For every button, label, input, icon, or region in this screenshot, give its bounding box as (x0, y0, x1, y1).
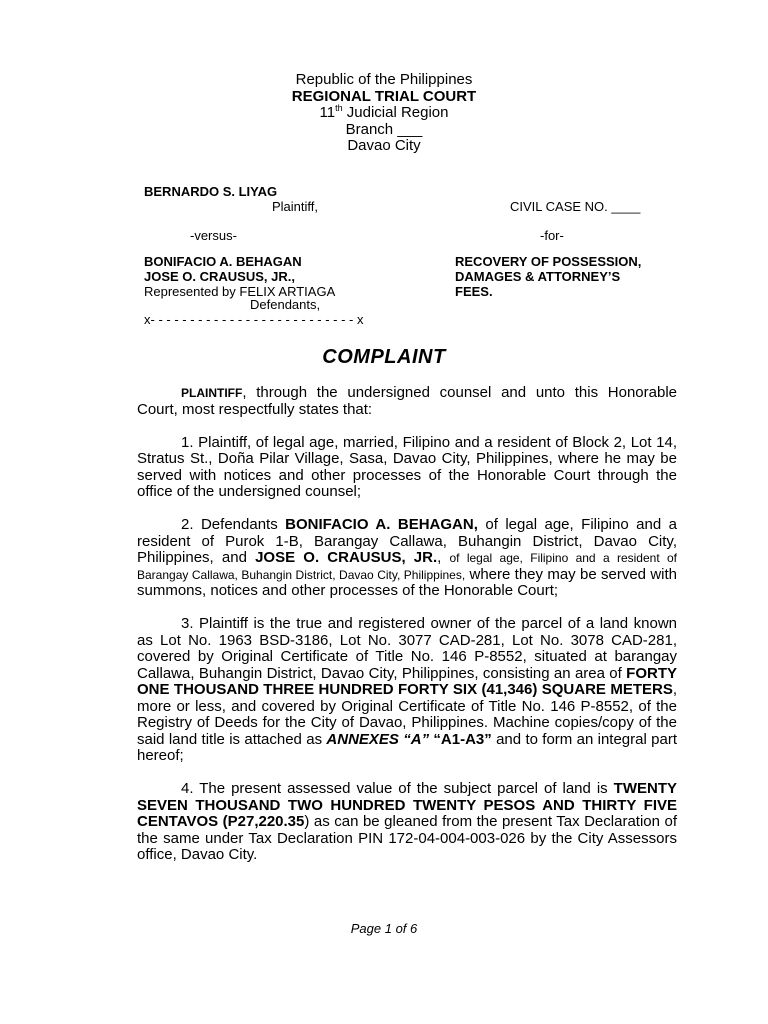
region-number: 11 (319, 104, 336, 121)
p3-area: FORTY ONE THOUSAND THREE HUNDRED FORTY SIX (41,346) SQUARE METERS (137, 664, 677, 698)
p3-text-c: and to form an integral part hereof; (137, 730, 677, 764)
paragraph-3 (137, 616, 677, 765)
header-city: Davao City (347, 137, 421, 154)
p4-assessed-value: TWENTY SEVEN THOUSAND TWO HUNDRED TWENTY PESOS AND THIRTY FIVE CENTAVOS (P27,220.35 (137, 780, 677, 830)
plaintiff-role: Plaintiff, (272, 199, 319, 214)
intro-paragraph (137, 385, 677, 418)
header-court: REGIONAL TRIAL COURT (291, 87, 477, 105)
intro-lead: PLAINTIFF (181, 386, 243, 400)
versus-label: -versus- (190, 228, 237, 243)
p2-text-c: , (437, 549, 450, 566)
case-nature-line-1: RECOVERY OF POSSESSION, (455, 254, 642, 269)
paragraph-4 (137, 781, 677, 864)
document-title: COMPLAINT (322, 346, 446, 368)
defendants-role: Defendants, (250, 297, 321, 312)
for-label: -for- (540, 228, 564, 243)
civil-case-number: CIVIL CASE NO. ____ (510, 199, 641, 214)
complaint-body (137, 385, 677, 880)
paragraph-1-text: 1. Plaintiff, of legal age, married, Filipino and a resident of Block 2, Lot 14, Stratus St., Doña Pilar Village, Sasa, Davao City, Philippines, where he may be served with notices and other processes of the Honorable Court through the office of the undersigned counsel; (137, 433, 677, 500)
case-nature-line-2: DAMAGES & ATTORNEY’S (455, 269, 621, 284)
p4-text-b: ) as can be gleaned from the present Tax Declaration of the same under Tax Declaration PIN 172-04-004-003-026 by the City Assessors office, Davao City. (137, 813, 678, 863)
p3-text-a: 3. Plaintiff is the true and registered owner of the parcel of a land known as Lot No. 1963 BSD-3186, Lot No. 3077 CAD-281, Lot No. 3078 CAD-281, covered by Original Certificate of Title No. 146 P-8552, situated at barangay Callawa, Buhangin District, Davao City, Philippines, consisting an area of (137, 615, 677, 682)
header-region (0, 105, 768, 122)
p3-text-b: , more or less, and covered by Original Certificate of Title No. 146 P-8552, of the Registry of Deeds for the City of Davao, Philippines. Machine copies/copy of the said land title is attached as (137, 681, 677, 748)
p4-text-a: 4. The present assessed value of the subject parcel of land is (181, 780, 614, 797)
defendant-1-name: BONIFACIO A. BEHAGAN (144, 254, 302, 269)
header-republic: Republic of the Philippines (295, 71, 473, 88)
p2-small-text: of legal age, Filipino and a resident of Barangay Callawa, Buhangin District, Davao City, Philippines, (137, 551, 677, 582)
p2-text-b: of legal age, Filipino and a resident of Purok 1-B, Barangay Callawa, Buhangin District, Davao City, Philippines, and (137, 516, 677, 566)
region-suffix: th (335, 103, 343, 113)
paragraph-1 (137, 435, 677, 501)
intro-text: , through the undersigned counsel and unto this Honorable Court, most respectfully states that: (137, 384, 677, 418)
header-branch: Branch ___ (345, 120, 423, 138)
p2-text-d: where they may be served with summons, notices and other processes of the Honorable Court; (137, 565, 677, 599)
plaintiff-name: BERNARDO S. LIYAG (144, 184, 278, 199)
court-header (0, 72, 768, 155)
p3-annex: ANNEXES “A” (326, 730, 430, 748)
page-number: Page 1 of 6 (350, 921, 418, 936)
represented-by: Represented by FELIX ARTIAGA (144, 284, 336, 299)
p2-defendant-2: JOSE O. CRAUSUS, JR. (255, 549, 438, 566)
p3-annex-range: “A1-A3” (429, 730, 492, 748)
region-label: Judicial Region (342, 104, 449, 121)
defendant-2-name: JOSE O. CRAUSUS, JR., (144, 269, 295, 284)
paragraph-2 (137, 517, 677, 600)
p2-text-a: 2. Defendants (181, 516, 286, 533)
caption-separator: x- - - - - - - - - - - - - - - - - - - - - - - - - - x (144, 312, 364, 327)
p2-defendant-1: BONIFACIO A. BEHAGAN, (285, 516, 478, 533)
case-nature-line-3: FEES. (455, 284, 493, 299)
